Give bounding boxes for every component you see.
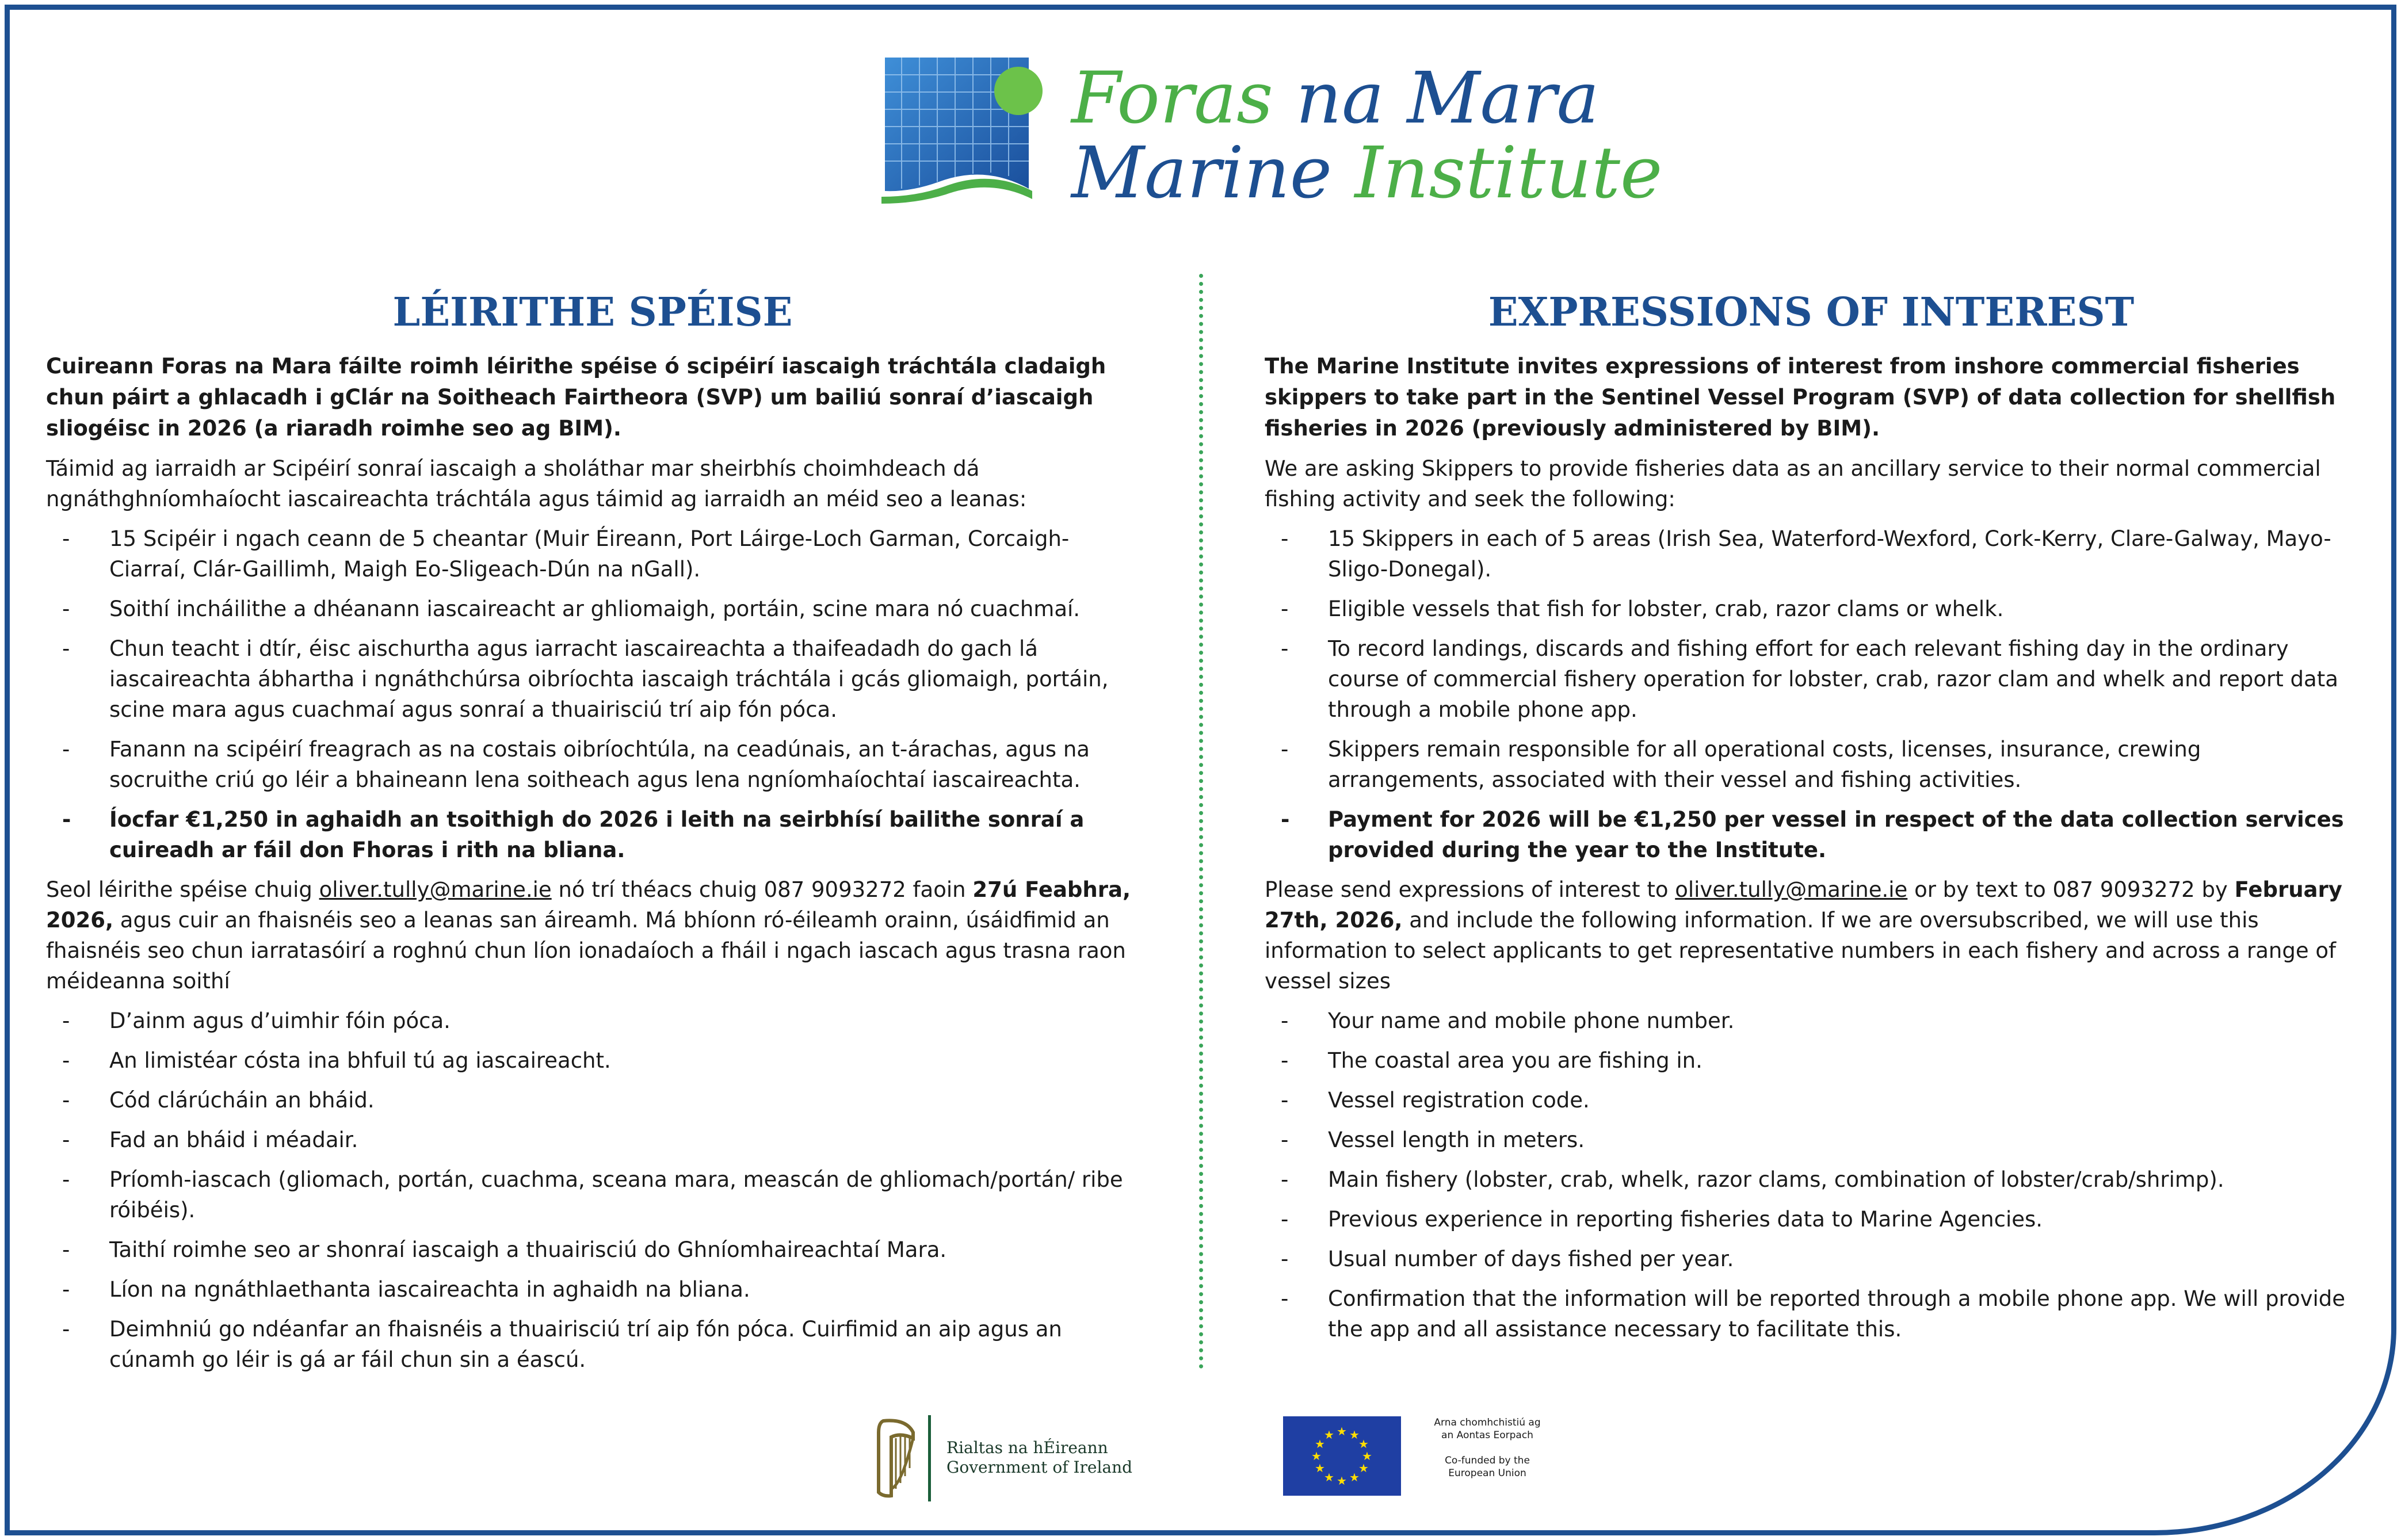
- list-item: - 15 Scipéir i ngach ceann de 5 cheantar (Muir Éireann, Port Láirge-Loch Garman, Corcaigh-Ciarraí, Clár-Gaillimh, Maigh Eo-Sligeach-Dún na nGall).: [46, 523, 1139, 584]
- list-item: - Previous experience in reporting fisheries data to Marine Agencies.: [1265, 1204, 2358, 1235]
- list-item: - Chun teacht i dtír, éisc aischurtha agus iarracht iascaireachta a thaifeadadh do gach lá iascaireachta ábhartha i ngnáthchúrsa oibríochta iascaigh tráchtála i gcás gliomaigh, portáin, scine mara agus cuachmaí agus sonraí a thuairisciú trí aip fón póca.: [46, 633, 1139, 725]
- logo-foras: Foras: [1071, 57, 1273, 140]
- email-link[interactable]: oliver.tully@marine.ie: [1675, 877, 1908, 902]
- list-item: - D’ainm agus d’uimhir fóin póca.: [46, 1006, 1139, 1036]
- list-item: - Main fishery (lobster, crab, whelk, razor clams, combination of lobster/crab/shrimp).: [1265, 1164, 2358, 1195]
- svg-text:★: ★: [1311, 1449, 1322, 1463]
- list-item-payment: - Íocfar €1,250 in aghaidh an tsoithigh do 2026 i leith na seirbhísí bailithe sonraí a cuireadh ar fáil don Fhoras i rith na bliana.: [46, 804, 1139, 865]
- eu-english-line1: Co-funded by the: [1445, 1455, 1530, 1466]
- svg-text:★: ★: [1362, 1449, 1372, 1463]
- svg-text:★: ★: [1324, 1428, 1334, 1442]
- list-item: - Fanann na scipéirí freagrach as na costais oibríochtúla, na ceadúnais, an t-árachas, agus na socruithe criú go léir a bhaineann lena soitheach agus lena ngníomhaíochtaí iascaireachta.: [46, 734, 1139, 795]
- svg-text:★: ★: [1358, 1437, 1369, 1451]
- irish-contact-text: Seol léirithe spéise chuig oliver.tully@marine.ie nó trí théacs chuig 087 9093272 faoin 27ú Feabhra, 2026, agus cuir an fhaisnéis seo a leanas san áireamh. Má bhíonn ró-éileamh orainn, úsáidfimid an fhaisnéis seo chun iarratasóirí a roghnú chun líon ionadaíoch a fháil i ngach iascach agus trasna raon méideanna soithí: [46, 877, 1131, 993]
- svg-text:★: ★: [1315, 1437, 1325, 1451]
- list-item: - Deimhniú go ndéanfar an fhaisnéis a thuairisciú trí aip fón póca. Cuirfimid an aip agus an cúnamh go léir is gá ar fáil chun sin a éascú.: [46, 1314, 1139, 1375]
- irish-column: [46, 286, 1139, 1384]
- logo-na: na: [1296, 57, 1384, 140]
- list-item: - The coastal area you are fishing in.: [1265, 1045, 2358, 1076]
- svg-text:★: ★: [1358, 1461, 1369, 1475]
- eu-irish-line2: an Aontas Eorpach: [1441, 1430, 1533, 1441]
- list-item: - Fad an bháid i méadair.: [46, 1125, 1139, 1155]
- marine-institute-logo: [881, 55, 1663, 215]
- email-link[interactable]: oliver.tully@marine.ie: [319, 877, 552, 902]
- svg-text:★: ★: [1337, 1474, 1347, 1488]
- list-item: - An limistéar cósta ina bhfuil tú ag iascaireacht.: [46, 1045, 1139, 1076]
- list-item: - Líon na ngnáthlaethanta iascaireachta in aghaidh na bliana.: [46, 1274, 1139, 1305]
- deadline: February 27th, 2026,: [1265, 877, 2342, 933]
- svg-text:★: ★: [1349, 1470, 1360, 1484]
- irish-request-text: Táimid ag iarraidh ar Scipéirí sonraí iascaigh a sholáthar mar sheirbhís choimhdeach dá ngnáthghníomhaíocht iascaireachta tráchtála agus táimid ag iarraidh an méid seo a leanas:: [46, 456, 1027, 511]
- eu-flag-icon: [1283, 1416, 1401, 1496]
- list-item: - Cód clárúcháin an bháid.: [46, 1085, 1139, 1115]
- eu-irish-line1: Arna chomhchistiú ag: [1434, 1417, 1541, 1428]
- logo-institute: Institute: [1354, 132, 1663, 215]
- svg-text:★: ★: [1315, 1461, 1325, 1475]
- column-divider: [1199, 274, 1203, 1369]
- list-item: - Eligible vessels that fish for lobster, crab, razor clams or whelk.: [1265, 594, 2358, 624]
- english-column: [1265, 286, 2358, 1354]
- gov-divider: [928, 1415, 931, 1501]
- list-item: - To record landings, discards and fishing effort for each relevant fishing day in the ordinary course of commercial fishery operation for lobster, crab, razor clam and whelk and report data through a mobile phone app.: [1265, 633, 2358, 725]
- svg-text:★: ★: [1324, 1470, 1334, 1484]
- list-item: - Confirmation that the information will be reported through a mobile phone app. We will provide the app and all assistance necessary to facilitate this.: [1265, 1283, 2358, 1344]
- svg-text:★: ★: [1349, 1428, 1360, 1442]
- eu-english-line2: European Union: [1448, 1468, 1526, 1479]
- government-of-ireland-logo: [866, 1415, 1131, 1501]
- irish-requirements-list: [46, 523, 1139, 865]
- deadline: 27ú Feabhra, 2026,: [46, 877, 1131, 933]
- gov-english-name: Government of Ireland: [946, 1458, 1133, 1477]
- list-item-payment: - Payment for 2026 will be €1,250 per vessel in respect of the data collection services provided during the year to the Institute.: [1265, 804, 2358, 865]
- list-item: - 15 Skippers in each of 5 areas (Irish Sea, Waterford-Wexford, Cork-Kerry, Clare-Galway, Mayo-Sligo-Donegal).: [1265, 523, 2358, 584]
- english-information-list: [1265, 1006, 2358, 1344]
- english-intro: The Marine Institute invites expressions of interest from inshore commercial fisheries skippers to take part in the Sentinel Vessel Program (SVP) of data collection for shellfish fisheries in 2026 (previously administered by BIM).: [1265, 354, 2336, 441]
- english-requirements-list: [1265, 523, 2358, 865]
- english-request-text: We are asking Skippers to provide fisheries data as an ancillary service to their normal commercial fishing activity and seek the following:: [1265, 456, 2321, 511]
- harp-icon: [866, 1415, 923, 1501]
- list-item: - Vessel registration code.: [1265, 1085, 2358, 1115]
- list-item: - Taithí roimhe seo ar shonraí iascaigh a thuairisciú do Ghníomhaireachtaí Mara.: [46, 1235, 1139, 1265]
- logo-marine: Marine: [1071, 132, 1333, 215]
- list-item: - Príomh-iascach (gliomach, portán, cuachma, sceana mara, meascán de ghliomach/portán/ ribe róibéis).: [46, 1164, 1139, 1225]
- english-heading: EXPRESSIONS OF INTEREST: [1488, 289, 2135, 335]
- english-contact-text: Please send expressions of interest to oliver.tully@marine.ie or by text to 087 9093272 by February 27th, 2026, and include the following information. If we are oversubscribed, we will use this information to select applicants to get representative numbers in each fishery and across a range of vessel sizes: [1265, 877, 2342, 993]
- list-item: - Your name and mobile phone number.: [1265, 1006, 2358, 1036]
- gov-irish-name: Rialtas na hÉireann: [946, 1438, 1108, 1457]
- svg-text:★: ★: [1337, 1424, 1347, 1438]
- list-item: - Soithí incháilithe a dhéanann iascaireacht ar ghliomaigh, portáin, scine mara nó cuachmaí.: [46, 594, 1139, 624]
- grid-wave-logo-icon: [881, 55, 1054, 205]
- irish-intro: Cuireann Foras na Mara fáilte roimh léirithe spéise ó scipéirí iascaigh tráchtála cladaigh chun páirt a ghlacadh i gClár na Soitheach Fairtheora (SVP) um bailiú sonraí d’iascaigh sliogéisc in 2026 (a riaradh roimhe seo ag BIM).: [46, 354, 1106, 441]
- list-item: - Usual number of days fished per year.: [1265, 1244, 2358, 1274]
- logo-mara: Mara: [1407, 57, 1600, 140]
- eu-cofunded-logo: [1283, 1416, 1571, 1497]
- list-item: - Vessel length in meters.: [1265, 1125, 2358, 1155]
- irish-information-list: [46, 1006, 1139, 1375]
- irish-heading: LÉIRITHE SPÉISE: [392, 289, 793, 335]
- list-item: - Skippers remain responsible for all operational costs, licenses, insurance, crewing arrangements, associated with their vessel and fishing activities.: [1265, 734, 2358, 795]
